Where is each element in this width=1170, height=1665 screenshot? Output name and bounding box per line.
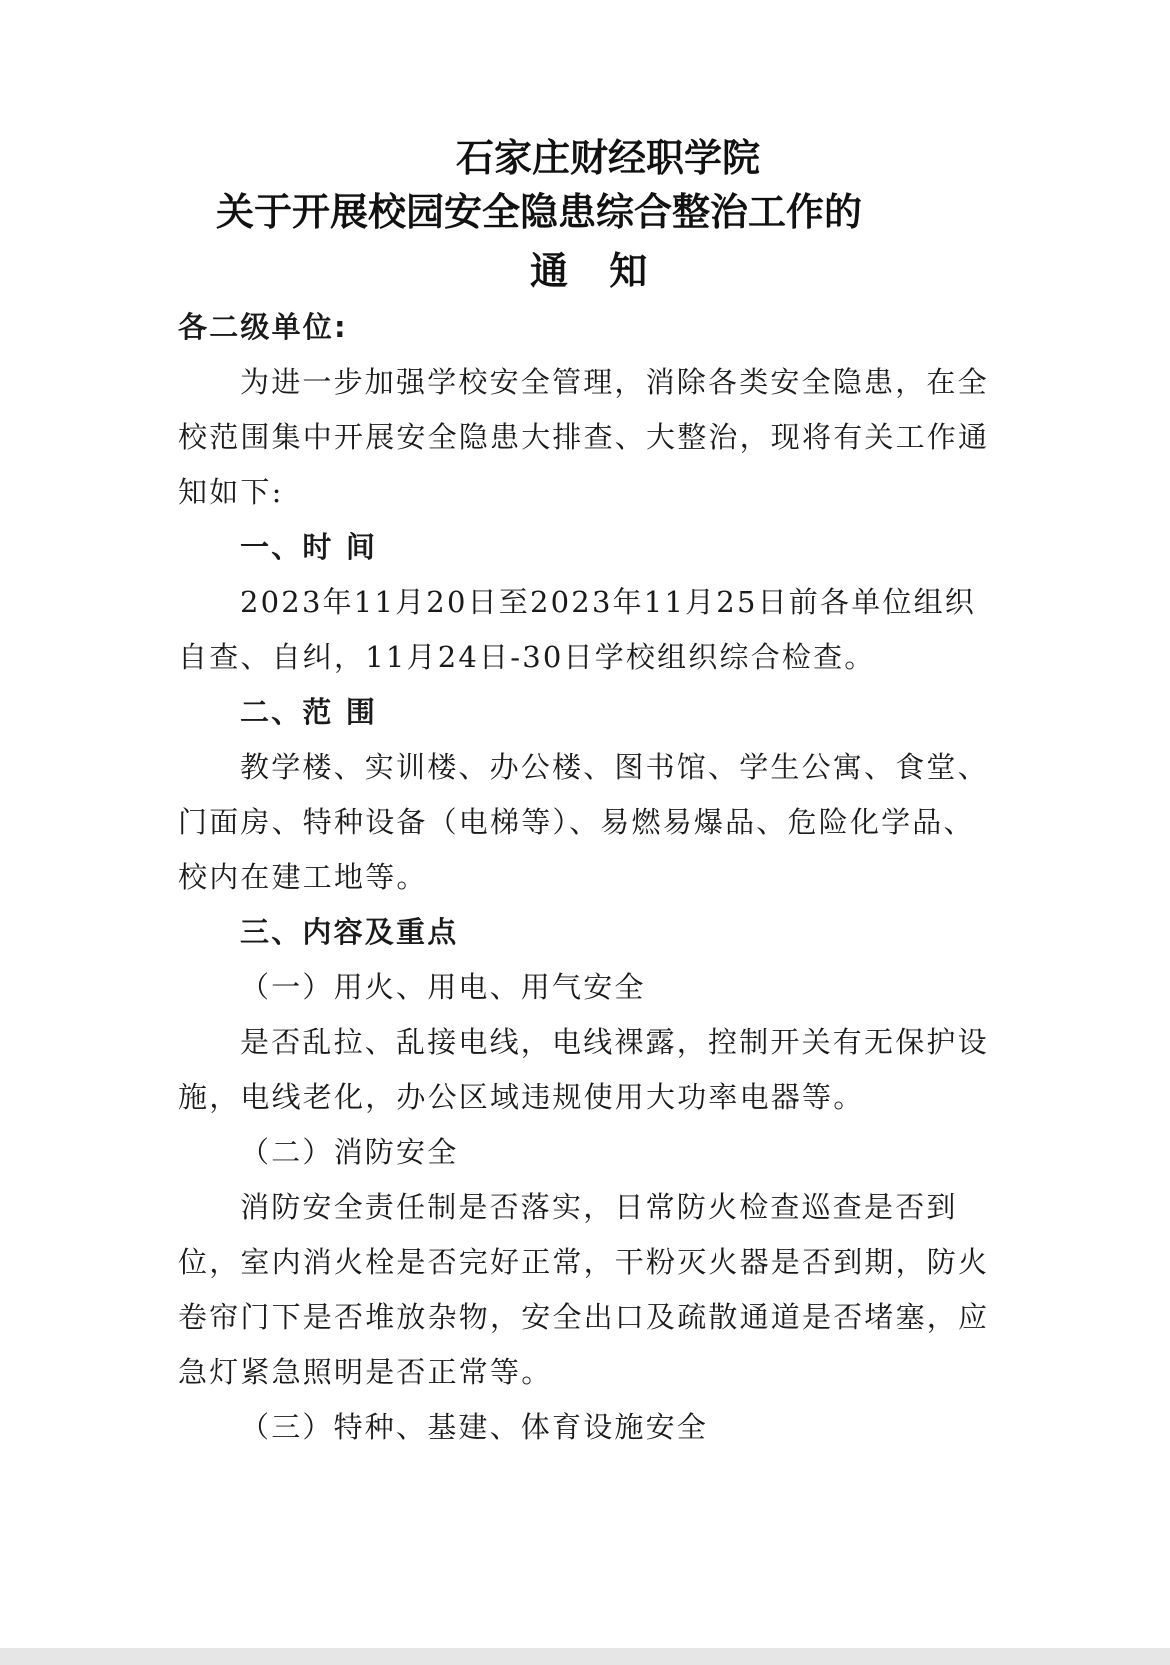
title-notice: 通 知: [530, 248, 662, 293]
title-subject: 关于开展校园安全隐患综合整治工作的: [216, 189, 863, 234]
intro-paragraph: 为进一步加强学校安全管理，消除各类安全隐患，在全校范围集中开展安全隐患大排查、大整治，现将有关工作通知如下:: [178, 365, 990, 509]
section-content-heading: 三、内容及重点: [240, 915, 459, 949]
section-scope-text: 教学楼、实训楼、办公楼、图书馆、学生公寓、食堂、门面房、特种设备（电梯等）、易燃易爆品、危险化学品、校内在建工地等。: [178, 750, 989, 894]
section-time-heading: 一、时 间: [240, 530, 378, 564]
section-scope-heading: 二、范 围: [240, 695, 378, 729]
section-time-text: 2023年11月20日至2023年11月25日前各单位组织自查、自纠，11月24日-30日学校组织综合检查。: [178, 585, 977, 674]
salutation: 各二级单位:: [178, 310, 348, 344]
subsection-fire-safety-heading: （二）消防安全: [240, 1135, 459, 1169]
subsection-fire-safety-text: 消防安全责任制是否落实，日常防火检查巡查是否到位，室内消火栓是否完好正常，干粉灭火器是否到期，防火卷帘门下是否堆放杂物，安全出口及疏散通道是否堵塞，应急灯紧急照明是否正常等。: [178, 1190, 990, 1389]
title-institution: 石家庄财经职学院: [456, 135, 761, 180]
subsection-facilities-heading: （三）特种、基建、体育设施安全: [240, 1410, 709, 1444]
subsection-fire-electric-gas-text: 是否乱拉、乱接电线，电线裸露，控制开关有无保护设施，电线老化，办公区域违规使用大功率电器等。: [178, 1025, 989, 1114]
subsection-fire-electric-gas-heading: （一）用火、用电、用气安全: [240, 970, 646, 1004]
page-bottom-edge: [0, 1648, 1170, 1665]
document-body: [178, 300, 998, 1455]
